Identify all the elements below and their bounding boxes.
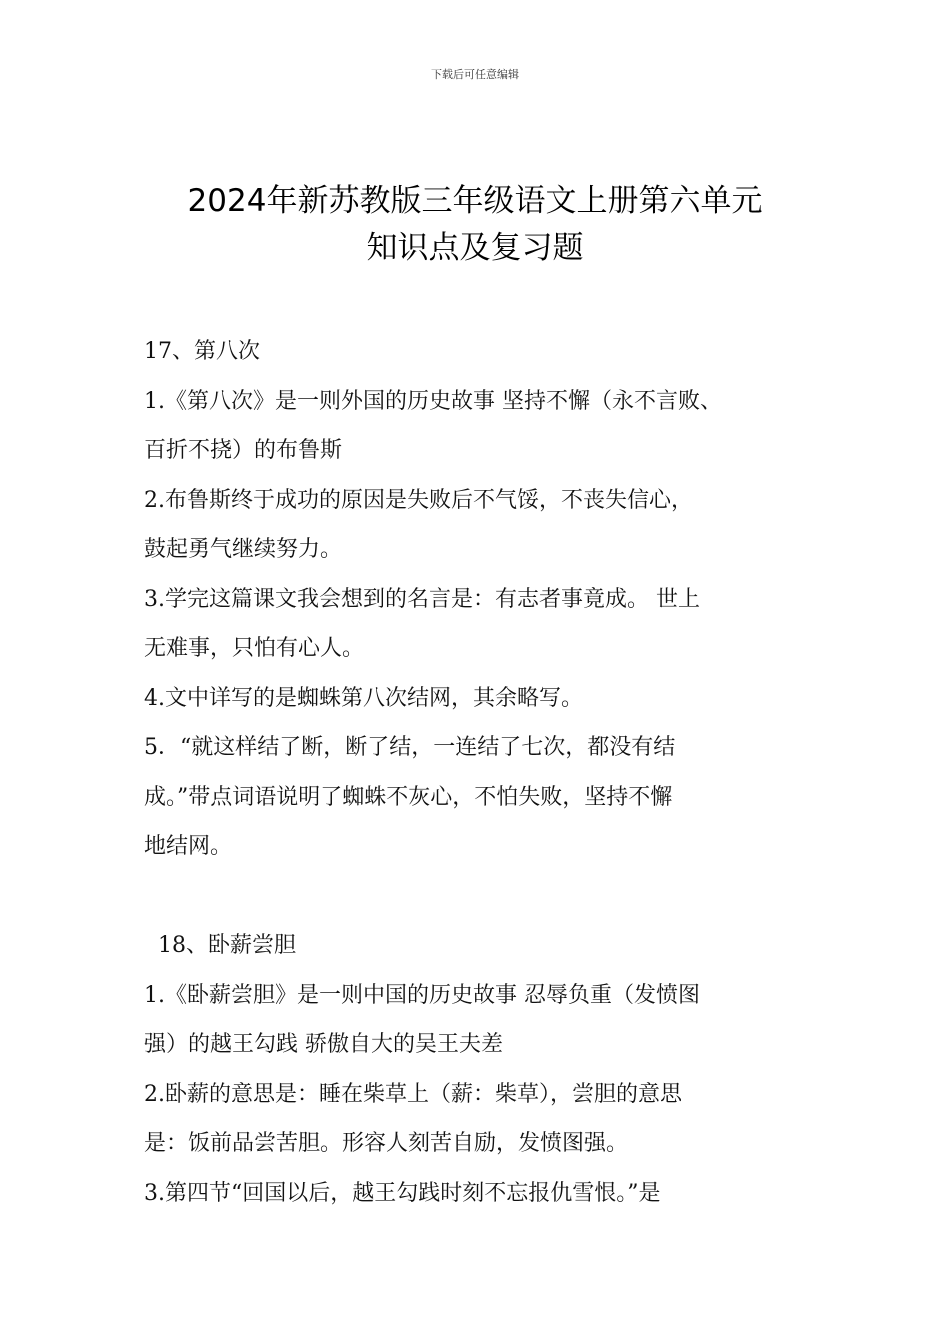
section-18	[144, 921, 824, 1218]
section-heading: 17、第八次	[144, 339, 260, 364]
section-heading: 18、卧薪尝胆	[158, 933, 296, 958]
section-line: 无难事，只怕有心人。	[144, 636, 365, 661]
section-line: 5．“就这样结了断，断了结，一连结了七次，都没有结	[144, 735, 676, 760]
section-line: 4.文中详写的是蜘蛛第八次结网，其余略写。	[144, 685, 583, 711]
title-line-2: 知识点及复习题	[366, 230, 584, 266]
section-line: 1.《卧薪尝胆》是一则中国的历史故事 忍辱负重（发愤图	[144, 982, 700, 1008]
section-line: 是：饭前品尝苦胆。形容人刻苦自励，发愤图强。	[144, 1131, 629, 1156]
document-title	[0, 178, 950, 272]
section-line: 2.布鲁斯终于成功的原因是失败后不气馁，不丧失信心，	[144, 487, 693, 513]
section-17	[144, 327, 824, 872]
document-body	[144, 327, 824, 1218]
section-line: 地结网。	[144, 834, 233, 859]
section-line: 成。”带点词语说明了蜘蛛不灰心，不怕失败，坚持不懈	[144, 784, 673, 810]
section-line: 2.卧薪的意思是：睡在柴草上（薪：柴草），尝胆的意思	[144, 1081, 682, 1107]
section-line: 1.《第八次》是一则外国的历史故事 坚持不懈（永不言败、	[144, 388, 722, 414]
section-gap	[144, 872, 824, 922]
header-note: 下载后可任意编辑	[431, 68, 519, 81]
section-line: 百折不挠）的布鲁斯	[144, 438, 343, 463]
title-line-1: 2024年新苏教版三年级语文上册第六单元	[187, 183, 763, 219]
section-line: 3.学完这篇课文我会想到的名言是：有志者事竟成。 世上	[144, 586, 700, 612]
section-line: 3.第四节“回国以后，越王勾践时刻不忘报仇雪恨。”是	[144, 1180, 661, 1206]
section-line: 强）的越王勾践 骄傲自大的吴王夫差	[144, 1032, 503, 1057]
section-line: 鼓起勇气继续努力。	[144, 537, 343, 562]
